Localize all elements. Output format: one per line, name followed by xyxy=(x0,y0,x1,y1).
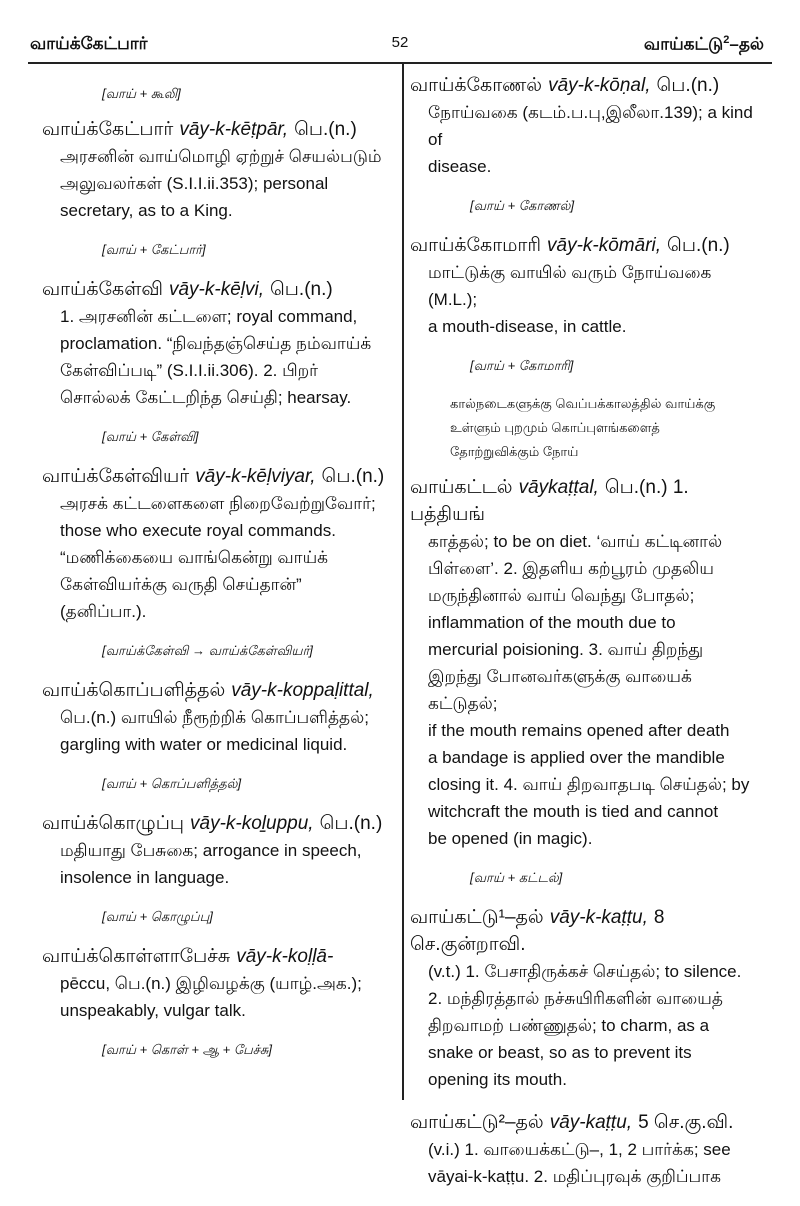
definition-line: பெ.(n.) வாயில் நீரூற்றிக் கொப்பளித்தல்; xyxy=(60,708,369,727)
headword-line xyxy=(410,904,760,958)
etymology: [வாய் + கூலி] xyxy=(102,86,181,101)
definition-line: vāyai-k-kaṭṭu. 2. மதிப்புரவுக் குறிப்பாக xyxy=(428,1167,721,1186)
dictionary-entry xyxy=(42,463,390,677)
headword: வாய்கட்டு²–தல் xyxy=(410,1112,544,1133)
headword: வாய்க்கோணல் xyxy=(410,75,543,96)
definition-line: பிள்ளை’. 2. இதளிய கற்பூரம் முதலிய xyxy=(428,559,714,578)
definition-line: அலுவலர்கள் (S.I.I.ii.353); personal xyxy=(60,174,329,193)
transliteration: vāy-k-koḻuppu, xyxy=(190,813,314,834)
part-of-speech: பெ.(n.) xyxy=(294,119,357,140)
definition-line: insolence in language. xyxy=(60,868,230,887)
definition-line: proclamation. “நிவந்தஞ்செய்த நம்வாய்க் xyxy=(60,334,372,353)
definition-line: witchcraft the mouth is tied and cannot xyxy=(428,802,719,821)
definition-line: those who execute royal commands. xyxy=(60,521,336,540)
definition xyxy=(42,303,390,411)
transliteration: vāy-k-koḷḷā- xyxy=(236,946,334,967)
headword-line xyxy=(42,943,390,970)
dictionary-entry xyxy=(42,677,390,810)
definition-line: mercurial poisioning. 3. வாய் திறந்து xyxy=(428,640,704,659)
definition-line: a bandage is applied over the mandible xyxy=(428,748,725,767)
headword: வாய்க்கொழுப்பு xyxy=(42,813,184,834)
part-of-speech: பெ.(n.) xyxy=(321,466,385,487)
etymology: [வாய் + கொழுப்பு] xyxy=(102,909,213,924)
definition-line: 2. மந்திரத்தால் நச்சுயிரிகளின் வாயைத் xyxy=(428,989,723,1008)
part-of-speech: பெ.(n.) 1. பத்தியங் xyxy=(410,477,689,525)
dictionary-entry xyxy=(410,474,760,904)
headword-line xyxy=(42,276,390,303)
definition-line: (v.t.) 1. பேசாதிருக்கச் செய்தல்; to silence. xyxy=(428,962,742,981)
definition-line: 1. அரசனின் கட்டளை; royal command, xyxy=(60,307,358,326)
headword: வாய்க்கொள்ளாபேச்சு xyxy=(42,946,231,967)
transliteration: vāy-k-kōṇal, xyxy=(548,75,651,96)
definition-line: gargling with water or medicinal liquid. xyxy=(60,735,348,754)
definition-line: secretary, as to a King. xyxy=(60,201,233,220)
definition-line: சொல்லக் கேட்டறிந்த செய்தி; hearsay. xyxy=(60,388,352,407)
transliteration: vāy-kaṭṭu, xyxy=(549,1112,633,1133)
dictionary-entry xyxy=(410,72,760,232)
dictionary-entry xyxy=(42,810,390,943)
headword: வாய்க்கோமாரி xyxy=(410,235,542,256)
transliteration: vāykaṭṭal, xyxy=(518,477,599,498)
definition-line: கேள்வியர்க்கு வருதி செய்தான்” (தனிப்பா.). xyxy=(60,575,302,621)
definition-line: நோய்வகை (கடம்.ப.பு,இலீலா.139); a kind of xyxy=(428,103,753,149)
right-column xyxy=(410,72,760,1206)
headword: வாய்க்கேள்வியர் xyxy=(42,466,190,487)
definition xyxy=(42,970,390,1024)
definition-line: “மணிக்கையை வாங்கென்று வாய்க் xyxy=(60,548,329,567)
definition xyxy=(410,528,760,852)
headword-line xyxy=(42,677,390,704)
definition-line: அரசக் கட்டளைகளை நிறைவேற்றுவோர்; xyxy=(60,494,376,513)
definition-line: கேள்விப்படி” (S.I.I.ii.306). 2. பிறர் xyxy=(60,361,319,380)
definition-line: மாட்டுக்கு வாயில் வரும் நோய்வகை (M.L.); xyxy=(428,263,712,309)
headword-line xyxy=(42,463,390,490)
page-number: 52 xyxy=(391,34,409,51)
transliteration: vāy-k-kēḷviyar, xyxy=(195,466,316,487)
etymology: [வாய் + கொப்பளித்தல்] xyxy=(102,776,242,791)
definition xyxy=(42,490,390,625)
definition-line: (v.i.) 1. வாயைக்கட்டு–, 1, 2 பார்க்க; see xyxy=(428,1140,731,1159)
definition xyxy=(42,704,390,758)
definition-line: மதியாது பேசுகை; arrogance in speech, xyxy=(60,841,362,860)
headword: வாய்கட்டு¹–தல் xyxy=(410,907,544,928)
definition xyxy=(42,837,390,891)
left-column xyxy=(42,72,390,1076)
dictionary-entry xyxy=(410,1109,760,1206)
part-of-speech: பெ.(n.) xyxy=(319,813,383,834)
definition xyxy=(410,99,760,180)
transliteration: vāy-k-koppaḷittal, xyxy=(231,680,374,701)
part-of-speech: பெ.(n.) xyxy=(667,235,730,256)
headword-line xyxy=(410,1109,760,1136)
etymology: [வாய் + கோமாரி] xyxy=(470,358,574,373)
headword-line xyxy=(410,232,760,259)
column-divider xyxy=(402,64,404,1100)
headword-line xyxy=(42,116,390,143)
definition-line: அரசனின் வாய்மொழி ஏற்றுச் செயல்படும் xyxy=(60,147,382,166)
definition-line: closing it. 4. வாய் திறவாதபடி செய்தல்; by xyxy=(428,775,750,794)
dictionary-entry xyxy=(410,232,760,464)
definition-line: snake or beast, so as to prevent its xyxy=(428,1043,692,1062)
transliteration: vāy-k-kēḷvi, xyxy=(168,279,264,300)
part-of-speech: 8 செ.குன்றாவி. xyxy=(410,907,665,955)
definition-line: திறவாமற் பண்ணுதல்; to charm, as a xyxy=(428,1016,710,1035)
definition-line: இறந்து போனவர்களுக்கு வாயைக் கட்டுதல்; xyxy=(428,667,692,713)
etymology: [வாய் + கட்டல்] xyxy=(470,870,563,885)
dictionary-entry xyxy=(42,116,390,276)
definition-line: unspeakably, vulgar talk. xyxy=(60,1001,246,1020)
part-of-speech: பெ.(n.) xyxy=(656,75,720,96)
definition-line: disease. xyxy=(428,157,492,176)
headword-line xyxy=(410,72,760,99)
header-rule xyxy=(28,62,772,64)
headword: வாய்கட்டல் xyxy=(410,477,513,498)
etymology: [வாய் + கோணல்] xyxy=(470,198,575,213)
page-header xyxy=(0,0,800,62)
dictionary-entry xyxy=(410,904,760,1109)
definition-line: மருந்தினால் வாய் வெந்து போதல்; xyxy=(428,586,695,605)
running-head-right: வாய்கட்டு$^2$–தல் xyxy=(643,34,764,54)
etymology: [வாய்க்கேள்வி → வாய்க்கேள்வியர்] xyxy=(102,643,313,658)
etymology: [வாய் + கொள் + ஆ + பேச்சு] xyxy=(102,1042,273,1057)
definition-line: if the mouth remains opened after death xyxy=(428,721,730,740)
dictionary-entry xyxy=(42,943,390,1076)
headword: வாய்க்கேட்பார் xyxy=(42,119,174,140)
definition xyxy=(410,1136,760,1190)
headword-line xyxy=(410,474,760,528)
definition-line: opening its mouth. xyxy=(428,1070,567,1089)
definition-line: inflammation of the mouth due to xyxy=(428,613,676,632)
headword: வாய்க்கேள்வி xyxy=(42,279,163,300)
etymology: [வாய் + கேள்வி] xyxy=(102,429,199,444)
definition xyxy=(42,143,390,224)
dictionary-entry xyxy=(42,276,390,463)
headword: வாய்க்கொப்பளித்தல் xyxy=(42,680,226,701)
etymology: [வாய் + கேட்பார்] xyxy=(102,242,206,257)
definition-line: be opened (in magic). xyxy=(428,829,593,848)
transliteration: vāy-k-kōmāri, xyxy=(547,235,662,256)
definition xyxy=(410,958,760,1093)
part-of-speech: பெ.(n.) xyxy=(269,279,333,300)
definition-line: காத்தல்; to be on diet. ‘வாய் கட்டினால் xyxy=(428,532,723,551)
headword-line xyxy=(42,810,390,837)
note: கால்நடைகளுக்கு வெப்பக்காலத்தில் வாய்க்கு உள்ளும் புறமும் கொப்புளங்களைத் தோற்றுவிக்கும் நோய் xyxy=(450,396,716,459)
running-head-left: வாய்க்கேட்பார் xyxy=(30,34,148,53)
definition-line: pēccu, பெ.(n.) இழிவழக்கு (யாழ்.அக.); xyxy=(60,974,362,993)
transliteration: vāy-k-kaṭṭu, xyxy=(549,907,648,928)
definition-line: a mouth-disease, in cattle. xyxy=(428,317,627,336)
transliteration: vāy-k-kēṭpār, xyxy=(179,119,289,140)
definition xyxy=(410,259,760,340)
part-of-speech: 5 செ.கு.வி. xyxy=(638,1112,734,1133)
